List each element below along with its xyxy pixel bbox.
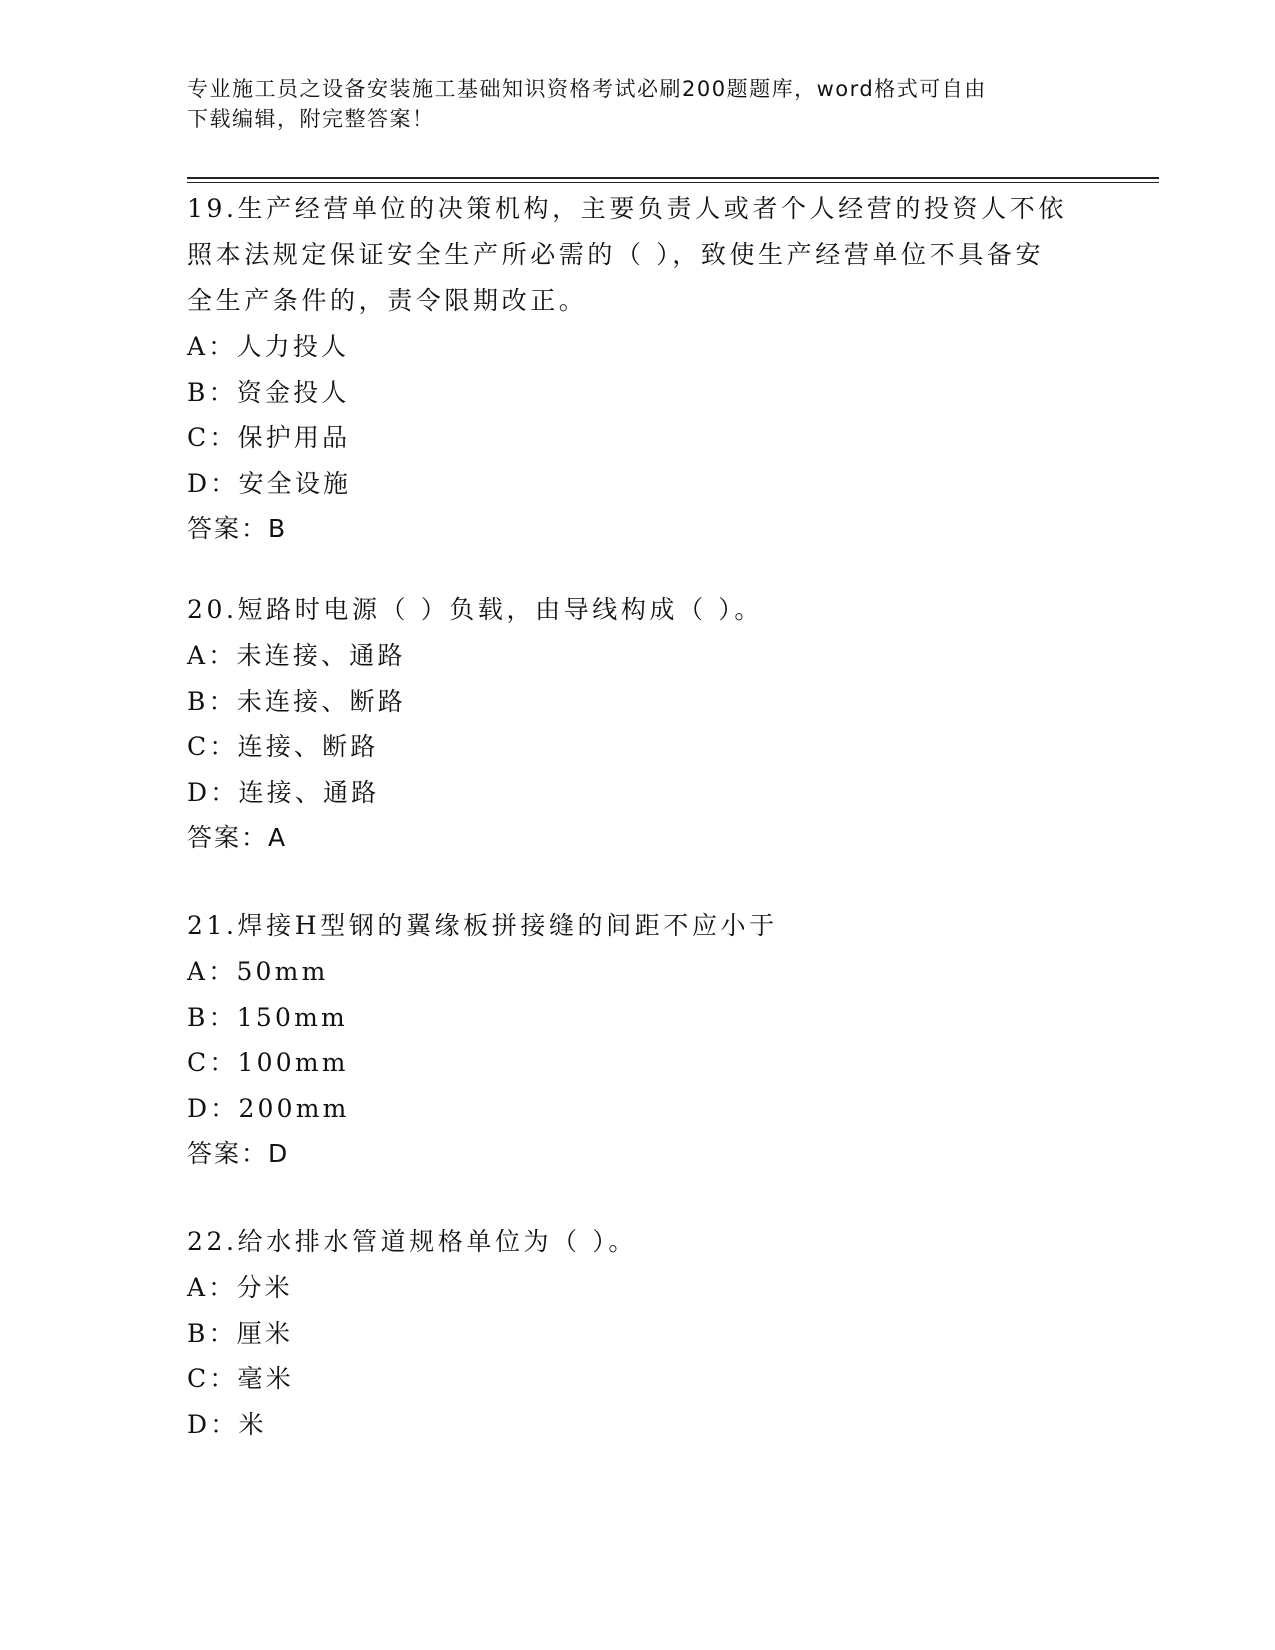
option-c: C：100mm: [187, 1048, 349, 1077]
header-line: 下载编辑，附完整答案！: [187, 107, 435, 131]
answer: 答案：B: [187, 514, 288, 543]
stem-line: 20.短路时电源（ ）负载，由导线构成（ ）。: [187, 595, 763, 624]
stem-line: 22.给水排水管道规格单位为（ ）。: [187, 1227, 638, 1256]
option-b: B：资金投人: [187, 377, 350, 407]
option-a: A：未连接、通路: [187, 641, 406, 670]
option-a: A：人力投人: [187, 332, 350, 361]
option-d: D：米: [187, 1409, 267, 1439]
header-line: 专业施工员之设备安装施工基础知识资格考试必刷200题题库，word格式可自由: [187, 77, 987, 101]
option-b: B：未连接、断路: [187, 686, 406, 716]
option-d: D：200mm: [187, 1093, 350, 1123]
option-a: A：50mm: [187, 957, 329, 986]
question-stem: [187, 186, 1087, 324]
option-c: C：保护用品: [187, 423, 351, 452]
option-d: D：连接、通路: [187, 777, 380, 807]
option-d: D：安全设施: [187, 468, 352, 498]
question-stem: [187, 1219, 1087, 1265]
option-c: C：毫米: [187, 1364, 294, 1393]
question-stem: [187, 587, 1087, 633]
answer: 答案：D: [187, 1139, 290, 1168]
stem-line: 照本法规定保证安全生产所必需的（ ），致使生产经营单位不具备安: [187, 240, 1045, 269]
answer: 答案：A: [187, 823, 288, 852]
question-stem: [187, 903, 1087, 949]
stem-line: 19.生产经营单位的决策机构，主要负责人或者个人经营的投资人不依: [187, 194, 1067, 223]
question-19: [187, 186, 1087, 552]
option-b: B：150mm: [187, 1002, 348, 1032]
option-c: C：连接、断路: [187, 732, 379, 761]
option-a: A：分米: [187, 1273, 293, 1302]
question-21: [187, 903, 1087, 1177]
question-20: [187, 587, 1087, 861]
option-b: B：厘米: [187, 1318, 294, 1348]
header-divider: [187, 177, 1159, 179]
stem-line: 全生产条件的，责令限期改正。: [187, 286, 588, 315]
document-header: [187, 74, 1087, 134]
question-22: [187, 1219, 1087, 1447]
stem-line: 21.焊接H型钢的翼缘板拼接缝的间距不应小于: [187, 911, 778, 940]
header-divider-thin: [187, 182, 1159, 183]
